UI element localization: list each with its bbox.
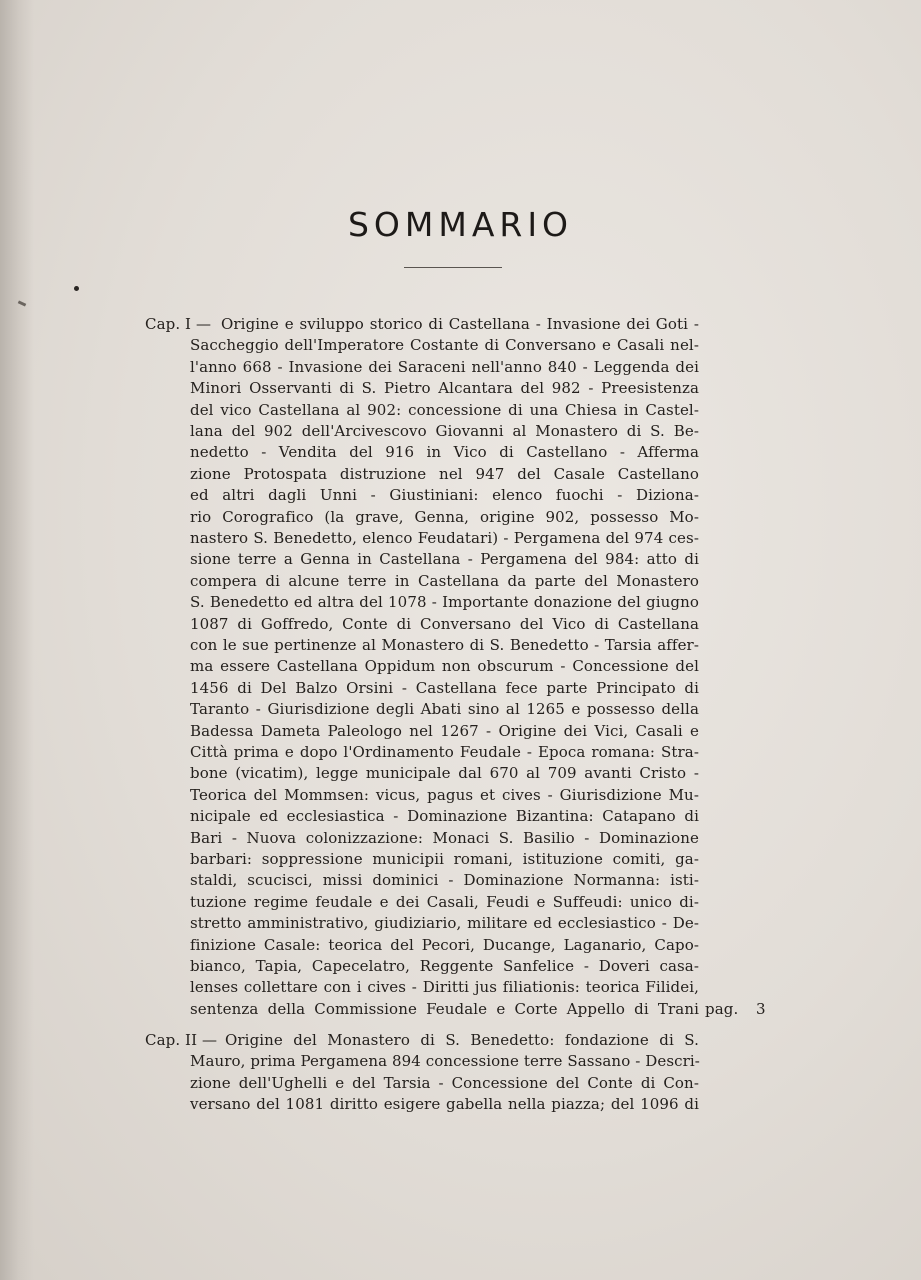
page-title: SOMMARIO [347, 205, 574, 244]
chapter-2-label: Cap. II — [145, 1031, 218, 1049]
chapter-2-first-line: Origine del Monastero di S. Benedetto: fondazione di S. [225, 1031, 699, 1049]
title-rule [404, 267, 502, 268]
chapter-1-line: finizione Casale: teorica del Pecori, Ducange, Laganario, Capo- [190, 935, 699, 954]
chapter-1-page-number: 3 [756, 999, 766, 1018]
chapter-2-line: versano del 1081 diritto esigere gabella nella piazza; del 1096 di [190, 1095, 699, 1114]
chapter-1-line: rio Corografico (la grave, Genna, origine 902, possesso Mo- [190, 507, 699, 526]
chapter-1-line: 1087 di Goffredo, Conte di Conversano del Vico di Castellana [190, 614, 699, 633]
chapter-1-line: con le sue pertinenze al Monastero di S. Benedetto - Tarsia affer- [190, 636, 699, 654]
chapter-1-line: Saccheggio dell'Imperatore Costante di Conversano e Casali nel- [190, 336, 699, 355]
chapter-1-line: bone (vicatim), legge municipale dal 670 al 709 avanti Cristo - [190, 764, 699, 783]
chapter-1-line: Minori Osservanti di S. Pietro Alcantara del 982 - Preesistenza [190, 379, 699, 398]
chapter-1-line: zione Protospata distruzione nel 947 del Casale Castellano [190, 464, 699, 483]
chapter-1-line: Città prima e dopo l'Ordinamento Feudale - Epoca romana: Stra- [190, 743, 699, 761]
chapter-1-line: ed altri dagli Unni - Giustiniani: elenco fuochi - Diziona- [190, 486, 699, 505]
chapter-1-line: nicipale ed ecclesiastica - Dominazione Bizantina: Catapano di [190, 807, 699, 826]
chapter-1-line: del vico Castellana al 902: concessione di una Chiesa in Castel- [190, 400, 699, 419]
chapter-2-line: Mauro, prima Pergamena 894 concessione terre Sassano - Descri- [190, 1052, 700, 1071]
chapter-1-line: Bari - Nuova colonizzazione: Monaci S. Basilio - Dominazione [190, 828, 699, 847]
chapter-2-line: zione dell'Ughelli e del Tarsia - Concessione del Conte di Con- [190, 1073, 699, 1092]
ink-speck [74, 286, 79, 291]
chapter-1-label: Cap. I — [145, 315, 212, 333]
chapter-1-line: l'anno 668 - Invasione dei Saraceni nell'anno 840 - Leggenda dei [190, 357, 699, 376]
chapter-1-line: Badessa Dameta Paleologo nel 1267 - Origine dei Vici, Casali e [190, 721, 699, 740]
chapter-1-line: Teorica del Mommsen: vicus, pagus et cives - Giurisdizione Mu- [190, 785, 699, 804]
chapter-1-line: lenses collettare con i cives - Diritti jus filiationis: teorica Filidei, [190, 978, 699, 997]
chapter-1-line: lana del 902 dell'Arcivescovo Giovanni al Monastero di S. Be- [190, 422, 699, 440]
chapter-1-line: nedetto - Vendita del 916 in Vico di Castellano - Afferma [190, 443, 699, 462]
chapter-1-line: tuzione regime feudale e dei Casali, Feudi e Suffeudi: unico di- [190, 892, 699, 911]
chapter-1-line: sentenza della Commissione Feudale e Corte Appello di Trani [190, 999, 699, 1018]
chapter-1-line: Taranto - Giurisdizione degli Abati sino al 1265 e possesso della [190, 700, 699, 719]
chapter-1-line: 1456 di Del Balzo Orsini - Castellana fece parte Principato di [190, 678, 699, 697]
chapter-1-line: ma essere Castellana Oppidum non obscurum - Concessione del [190, 657, 699, 676]
chapter-1-line: S. Benedetto ed altra del 1078 - Importante donazione del giugno [190, 593, 699, 612]
chapter-1-line: sione terre a Genna in Castellana - Pergamena del 984: atto di [190, 550, 699, 569]
chapter-1-line: bianco, Tapia, Capecelatro, Reggente Sanfelice - Doveri casa- [190, 957, 699, 975]
chapter-1-line: staldi, scucisci, missi dominici - Dominazione Normanna: isti- [190, 871, 699, 890]
binding-gutter-shadow [0, 0, 34, 1280]
chapter-1-page-label: pag. [705, 999, 739, 1018]
chapter-1-line: stretto amministrativo, giudiziario, militare ed ecclesiastico - De- [190, 914, 699, 933]
chapter-1-line: compera di alcune terre in Castellana da parte del Monastero [190, 571, 699, 590]
chapter-1-line: barbari: soppressione municipii romani, istituzione comiti, ga- [190, 850, 699, 868]
chapter-1-line: nastero S. Benedetto, elenco Feudatari) - Pergamena del 974 ces- [190, 529, 699, 547]
chapter-1-first-line: Origine e sviluppo storico di Castellana - Invasione dei Goti - [221, 315, 699, 333]
